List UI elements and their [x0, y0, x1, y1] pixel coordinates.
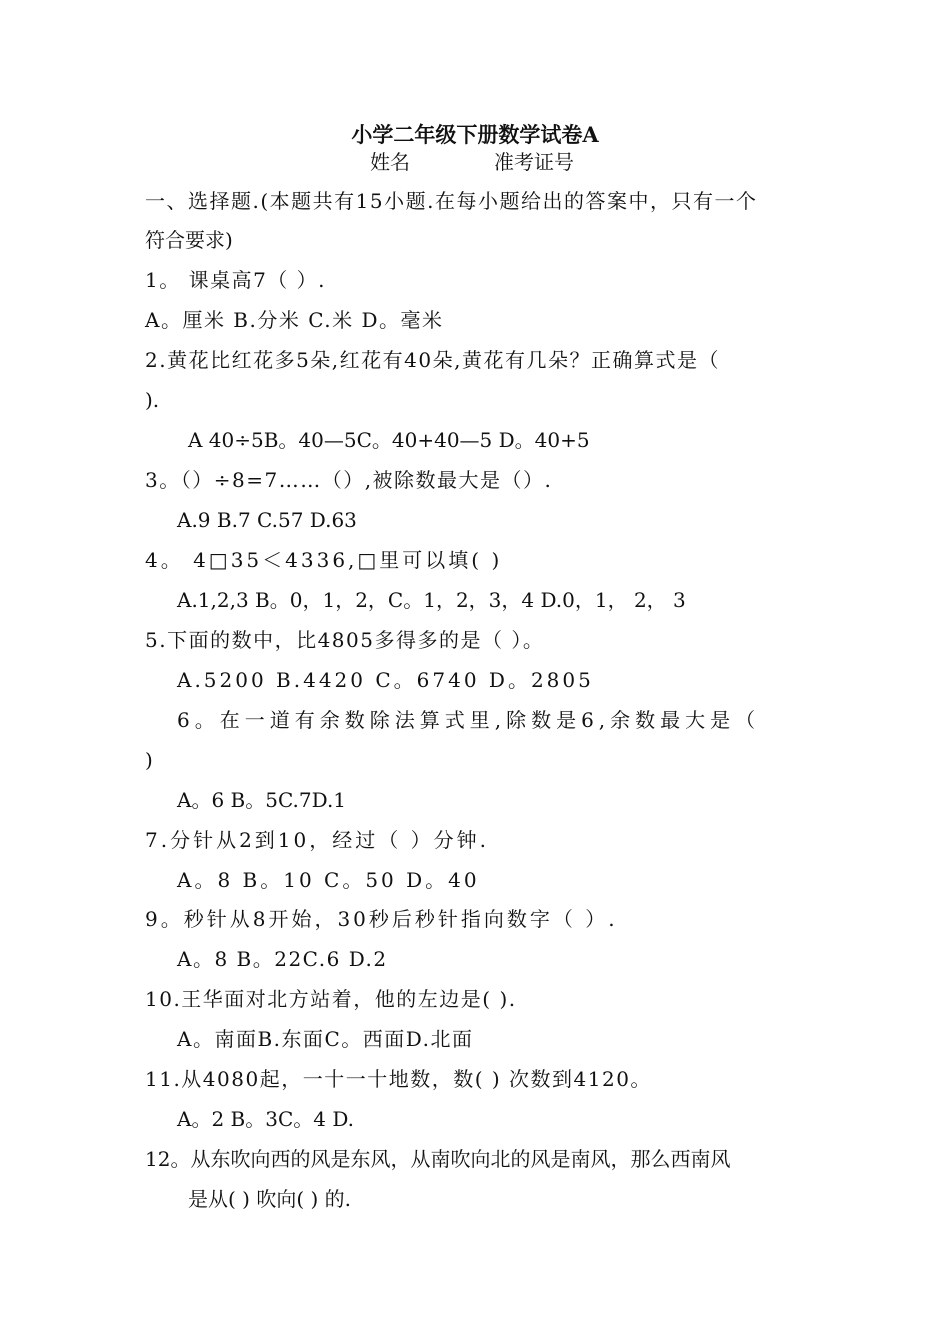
exam-number-label: 准考证号 [494, 150, 574, 174]
question-9-stem: 9。秒针从8开始，30秒后秒针指向数字（ ）. [145, 907, 618, 931]
question-6-stem: 6。在一道有余数除法算式里,除数是6,余数最大是（ [177, 708, 761, 732]
question-12-stem-continued: 是从( ) 吹向( ) 的. [188, 1187, 351, 1211]
question-2-options: A 40÷5B。40—5C。40+40—5 D。40+5 [188, 428, 590, 452]
question-2-stem-continued: ). [145, 388, 160, 412]
question-5-stem: 5.下面的数中，比4805多得多的是（ ）。 [145, 628, 545, 652]
question-11-stem: 11.从4080起，一十一十地数，数( ) 次数到4120。 [145, 1067, 652, 1091]
question-6-options: A。6 B。5C.7D.1 [177, 788, 347, 812]
question-9-options: A。8 B。22C.6 D.2 [177, 947, 388, 971]
name-label: 姓名 [370, 150, 410, 174]
question-10-stem: 10.王华面对北方站着，他的左边是( ). [145, 987, 517, 1011]
question-3-stem: 3。（）÷8=7……（）,被除数最大是（）. [145, 468, 553, 492]
question-6-stem-continued: ) [145, 748, 153, 772]
question-4-options: A.1,2,3 B。0，1，2，C。1，2，3，4 D.0，1， 2， 3 [177, 588, 686, 612]
section-heading-line-1: 一、选择题.(本题共有15小题.在每小题给出的答案中，只有一个 [145, 189, 758, 213]
question-5-options: A.5200 B.4420 C。6740 D。2805 [177, 668, 594, 692]
question-7-stem: 7.分针从2到10，经过（ ）分钟. [145, 828, 489, 852]
section-heading-line-2: 符合要求) [145, 228, 233, 252]
question-3-options: A.9 B.7 C.57 D.63 [177, 508, 357, 532]
question-10-options: A。南面B.东面C。西面D.北面 [177, 1027, 474, 1051]
question-12-stem: 12。从东吹向西的风是东风，从南吹向北的风是南风，那么西南风 [145, 1147, 731, 1171]
question-2-stem: 2.黄花比红花多5朵,红花有40朵,黄花有几朵？正确算式是（ [145, 348, 720, 372]
question-1-stem: 1。 课桌高7（ ）. [145, 268, 327, 292]
question-7-options: A。8 B。10 C。50 D。40 [177, 868, 480, 892]
exam-title: 小学二年级下册数学试卷A [351, 122, 599, 147]
question-4-stem: 4。 4□35＜4336,□里可以填( ) [145, 548, 503, 572]
question-1-options: A。厘米 B.分米 C.米 D。毫米 [145, 308, 444, 332]
question-11-options: A。2 B。3C。4 D. [177, 1107, 355, 1131]
